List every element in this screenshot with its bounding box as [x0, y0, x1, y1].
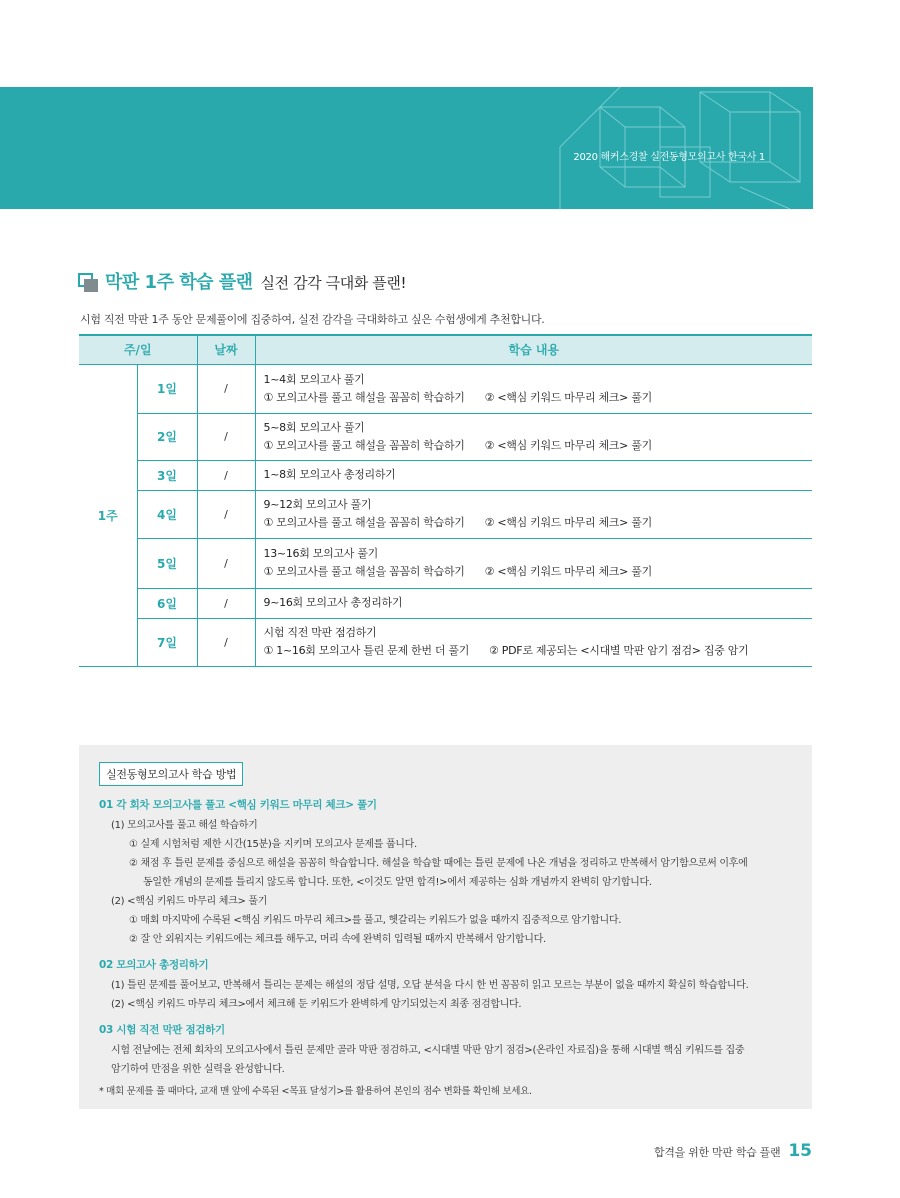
method-paragraph: (1) 모의고사를 풀고 해설 학습하기	[111, 820, 258, 831]
content-cell	[255, 490, 812, 538]
table-header-row	[79, 335, 812, 364]
content-sub2: ② PDF로 제공되는 <시대별 막판 암기 점검> 집중 암기	[489, 644, 749, 657]
header-date: 날짜	[197, 335, 255, 364]
header-content: 학습 내용	[255, 335, 812, 364]
study-method-panel	[79, 745, 812, 1109]
method-paragraph: (2) <핵심 키워드 마무리 체크> 풀기	[111, 896, 268, 907]
method-footnote: * 매회 문제를 풀 때마다, 교재 맨 앞에 수록된 <목표 달성기>를 활용하여 본인의 점수 변화를 확인해 보세요.	[99, 1086, 532, 1097]
content-main: 시험 직전 막판 점검하기	[263, 626, 377, 639]
date-cell: /	[197, 490, 255, 538]
content-main: 1~8회 모의고사 총정리하기	[263, 468, 396, 481]
page-footer	[654, 1141, 812, 1161]
day-cell: 7일	[137, 618, 197, 666]
section-title: 막판 1주 학습 플랜	[105, 272, 253, 293]
table-row	[79, 618, 812, 666]
content-cell	[255, 538, 812, 588]
book-title: 2020 해커스경찰 실전동형모의고사 한국사 1	[573, 152, 765, 163]
content-cell	[255, 460, 812, 490]
footer-text: 합격을 위한 막판 학습 플랜	[653, 1146, 781, 1159]
method-paragraph: (1) 틀린 문제를 풀어보고, 반복해서 틀리는 문제는 해설의 정답 설명, 오답 분석을 다시 한 번 꼼꼼히 읽고 모르는 부분이 없을 때까지 확실히 학습합니다.	[111, 980, 749, 991]
day-cell: 4일	[137, 490, 197, 538]
section-subtitle: 실전 감각 극대화 플랜!	[260, 274, 407, 292]
content-sub2: ② <핵심 키워드 마무리 체크> 풀기	[484, 565, 652, 578]
page-number: 15	[788, 1141, 812, 1161]
date-cell: /	[197, 413, 255, 460]
table-row	[79, 413, 812, 460]
table-row	[79, 490, 812, 538]
content-sub1: ① 모의고사를 풀고 해설을 꼼꼼히 학습하기	[263, 516, 465, 529]
method-section-3-title: 03 시험 직전 막판 점검하기	[99, 1024, 225, 1036]
table-row	[79, 364, 812, 413]
method-paragraph: ② 잘 안 외워지는 키워드에는 체크를 해두고, 머리 속에 완벽히 입력될 때까지 반복해서 암기합니다.	[129, 934, 546, 945]
content-main: 5~8회 모의고사 풀기	[263, 420, 365, 434]
day-cell: 1일	[137, 364, 197, 413]
header-week-day: 주/일	[79, 335, 197, 364]
date-cell: /	[197, 364, 255, 413]
method-paragraph: ② 채점 후 틀린 문제를 중심으로 해설을 꼼꼼히 학습합니다. 해설을 학습할 때에는 틀린 문제에 나온 개념을 정리하고 반복해서 암기함으로써 이후에	[129, 858, 748, 869]
method-paragraph: ① 매회 마지막에 수록된 <핵심 키워드 마무리 체크>를 풀고, 헷갈리는 키워드가 없을 때까지 집중적으로 암기합니다.	[129, 915, 622, 926]
date-cell: /	[197, 618, 255, 666]
table-row	[79, 538, 812, 588]
content-cell	[255, 618, 812, 666]
study-plan-table	[79, 334, 812, 667]
date-cell: /	[197, 460, 255, 490]
content-sub1: ① 모의고사를 풀고 해설을 꼼꼼히 학습하기	[263, 438, 465, 452]
date-cell: /	[197, 588, 255, 618]
week-cell: 1주	[79, 364, 137, 666]
overlapping-squares-icon	[78, 273, 98, 291]
method-box-title: 실전동형모의고사 학습 방법	[99, 762, 243, 786]
method-paragraph: (2) <핵심 키워드 마무리 체크>에서 체크해 둔 키워드가 완벽하게 암기되었는지 최종 점검합니다.	[111, 999, 522, 1010]
date-cell: /	[197, 538, 255, 588]
table-row	[79, 460, 812, 490]
method-paragraph: 시험 전날에는 전체 회차의 모의고사에서 틀린 문제만 골라 막판 점검하고, <시대별 막판 암기 점검>(온라인 자료집)을 통해 시대별 핵심 키워드를 집중	[111, 1045, 745, 1056]
day-cell: 2일	[137, 413, 197, 460]
content-sub1: ① 모의고사를 풀고 해설을 꼼꼼히 학습하기	[263, 565, 465, 578]
day-cell: 6일	[137, 588, 197, 618]
content-cell	[255, 364, 812, 413]
section-title-row	[78, 268, 406, 294]
method-paragraph: 암기하여 만점을 위한 실력을 완성합니다.	[111, 1064, 285, 1075]
day-cell: 5일	[137, 538, 197, 588]
content-main: 9~12회 모의고사 풀기	[263, 498, 372, 511]
header-banner	[0, 87, 813, 209]
content-sub1: ① 모의고사를 풀고 해설을 꼼꼼히 학습하기	[263, 390, 465, 404]
content-cell	[255, 588, 812, 618]
table-row	[79, 588, 812, 618]
content-sub2: ② <핵심 키워드 마무리 체크> 풀기	[484, 390, 652, 404]
day-cell: 3일	[137, 460, 197, 490]
method-section-1-title: 01 각 회차 모의고사를 풀고 <핵심 키워드 마무리 체크> 풀기	[99, 799, 377, 811]
method-paragraph: 동일한 개념의 문제를 틀리지 않도록 합니다. 또한, <이것도 알면 합격!>에서 제공하는 심화 개념까지 완벽히 암기합니다.	[143, 877, 652, 888]
content-sub1: ① 1~16회 모의고사 틀린 문제 한번 더 풀기	[263, 644, 470, 657]
content-sub2: ② <핵심 키워드 마무리 체크> 풀기	[484, 438, 652, 452]
content-main: 13~16회 모의고사 풀기	[263, 547, 378, 560]
section-intro: 시험 직전 막판 1주 동안 문제풀이에 집중하여, 실전 감각을 극대화하고 싶은 수험생에게 추천합니다.	[80, 313, 545, 326]
method-section-2-title: 02 모의고사 총정리하기	[99, 959, 209, 971]
content-main: 1~4회 모의고사 풀기	[263, 372, 365, 386]
content-sub2: ② <핵심 키워드 마무리 체크> 풀기	[484, 516, 652, 529]
content-cell	[255, 413, 812, 460]
method-paragraph: ① 실제 시험처럼 제한 시간(15분)을 지키며 모의고사 문제를 풉니다.	[129, 839, 417, 850]
content-main: 9~16회 모의고사 총정리하기	[263, 596, 403, 609]
